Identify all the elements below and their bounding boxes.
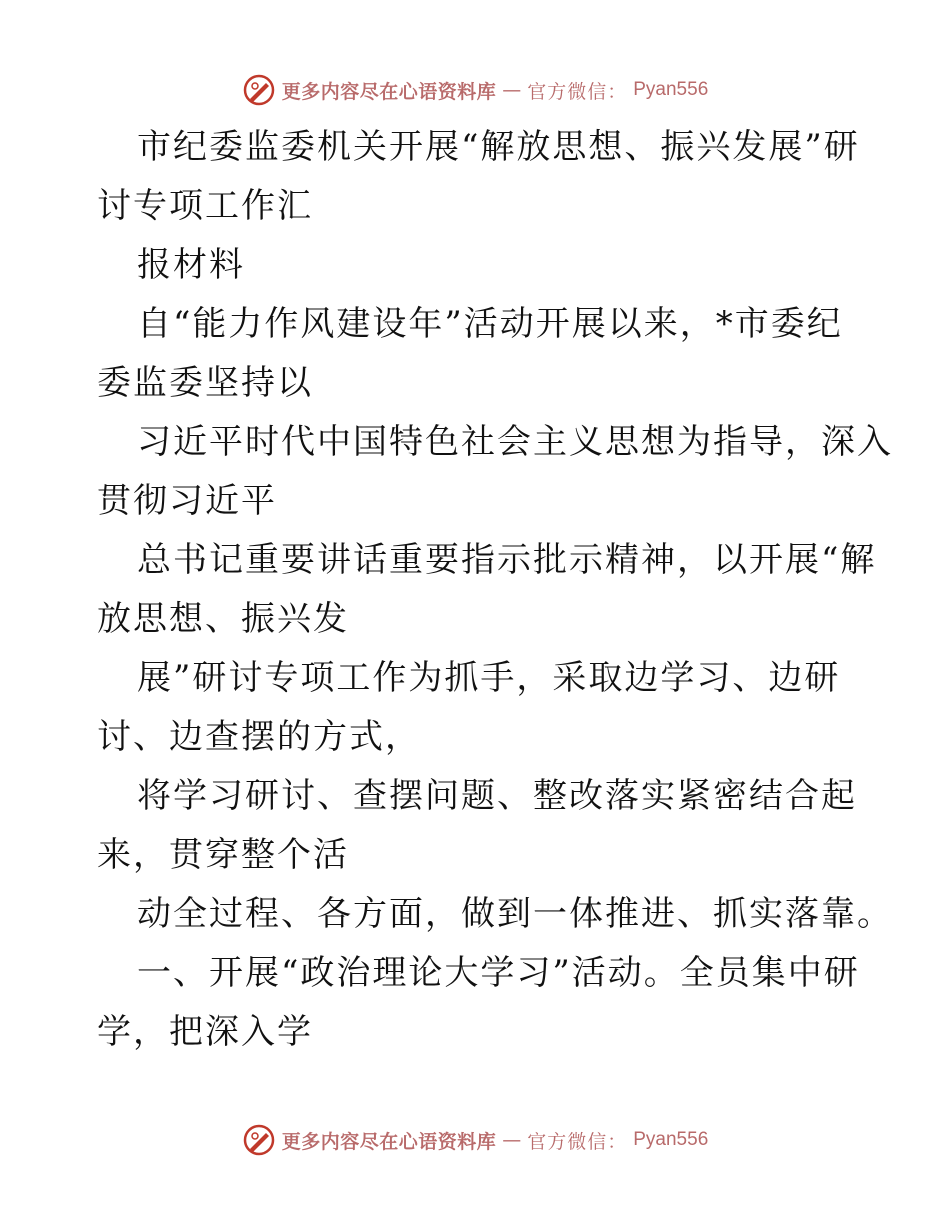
footer-watermark (0, 1120, 950, 1160)
watermark-official: 官方微信： (527, 80, 628, 103)
header-watermark (0, 70, 950, 110)
watermark-separator: — (502, 1129, 522, 1151)
pen-logo-icon (242, 73, 276, 107)
text-line: 总书记重要讲话重要指示批示精神，以开展“解 (137, 540, 877, 580)
text-line: 将学习研讨、查摆问题、整改落实紧密结合起 (137, 776, 857, 816)
watermark-wechat-id: Pyan556 (633, 79, 709, 100)
watermark-brand: 更多内容尽在心语资料库 (281, 80, 497, 103)
document-body (97, 118, 893, 1062)
pen-logo-icon (242, 1123, 276, 1157)
text-line: 讨、边查摆的方式， (97, 717, 421, 757)
watermark-brand: 更多内容尽在心语资料库 (281, 1130, 497, 1153)
text-line: 自“能力作风建设年”活动开展以来，*市委纪 (137, 304, 843, 344)
text-line: 贯彻习近平 (97, 481, 277, 521)
text-line: 来，贯穿整个活 (97, 835, 349, 875)
text-line: 市纪委监委机关开展“解放思想、振兴发展”研 (137, 127, 860, 167)
text-line: 讨专项工作汇 (97, 186, 313, 226)
text-line: 放思想、振兴发 (97, 599, 349, 639)
text-line: 委监委坚持以 (97, 363, 313, 403)
watermark-wechat-id: Pyan556 (633, 1129, 709, 1150)
text-line: 一、开展“政治理论大学习”活动。全员集中研 (137, 953, 860, 993)
watermark-official: 官方微信： (527, 1130, 628, 1153)
text-line: 学，把深入学 (97, 1012, 313, 1052)
text-line: 动全过程、各方面，做到一体推进、抓实落靠。 (137, 894, 893, 934)
watermark-separator: — (502, 79, 522, 101)
text-line: 展”研讨专项工作为抓手，采取边学习、边研 (137, 658, 841, 698)
text-line: 习近平时代中国特色社会主义思想为指导，深入 (137, 422, 893, 462)
text-line: 报材料 (137, 245, 245, 285)
